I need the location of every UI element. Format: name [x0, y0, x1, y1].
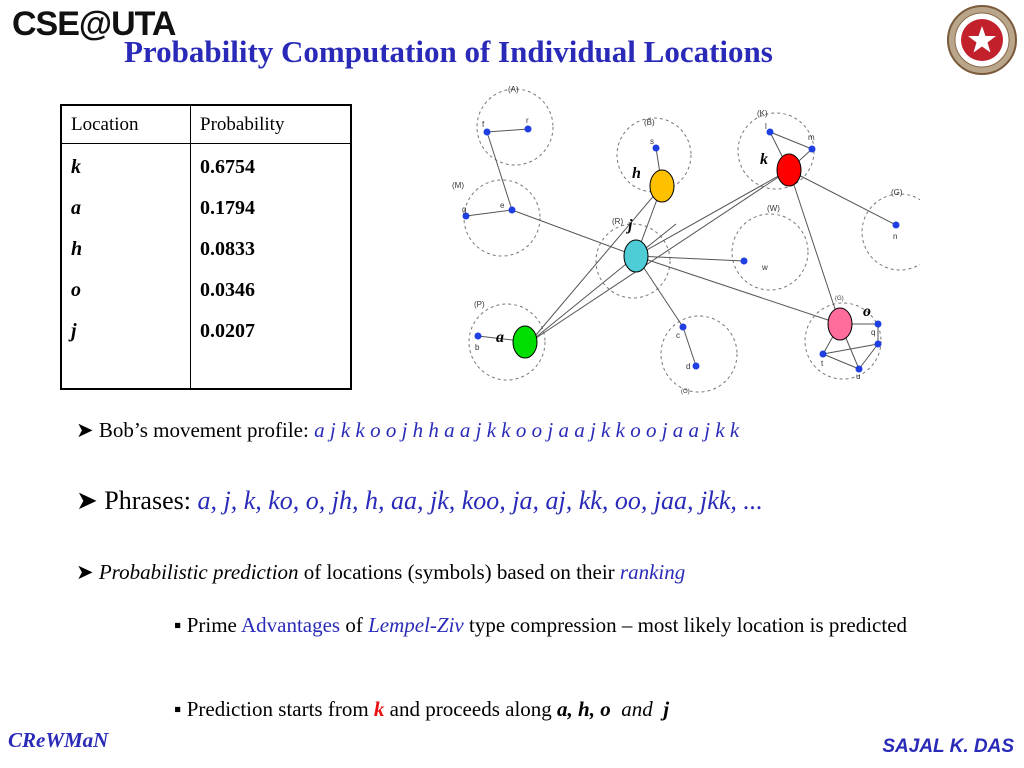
movement-sequence: a j k k o o j h h a a j k k o o j a a j k k o o j a a j k k	[314, 418, 740, 442]
and-word: and	[621, 697, 653, 721]
node-label: s	[650, 137, 654, 146]
probability-cell: 0.0207	[200, 320, 255, 342]
network-node	[509, 207, 516, 214]
movement-profile-label: Bob’s movement profile:	[98, 418, 315, 442]
highlight-label-j: j	[628, 217, 633, 234]
probability-table	[60, 104, 352, 390]
ranking-text: ranking	[619, 560, 686, 584]
cell-boundary	[732, 214, 808, 290]
column-header-probability: Probability	[191, 105, 352, 144]
location-cell: j	[71, 320, 77, 342]
highlight-label-k: k	[760, 151, 768, 168]
node-label: g	[462, 205, 467, 214]
location-cell: k	[71, 156, 81, 178]
cell-label: (M)	[452, 181, 464, 190]
cell-label: (G)	[891, 188, 903, 197]
advantages-text-e: type compression – most likely location is predicted	[463, 613, 908, 637]
phrases-bullet	[76, 486, 763, 516]
probability-column	[191, 144, 352, 390]
node-label: b	[475, 343, 480, 352]
node-label: d	[686, 362, 691, 371]
network-node	[693, 363, 700, 370]
node-j	[624, 240, 648, 272]
advantages-text-a: Prime	[186, 613, 241, 637]
advantages-word: Advantages	[240, 613, 341, 637]
location-column	[61, 144, 191, 390]
cell-label: (K)	[757, 109, 768, 118]
start-location-k: k	[373, 697, 385, 721]
node-label: m	[808, 133, 815, 142]
network-node	[875, 321, 882, 328]
location-cell: h	[71, 238, 83, 260]
slide-title: Probability Computation of Individual Locations	[124, 34, 773, 69]
cell-label: (G)	[835, 296, 844, 302]
university-seal-icon	[946, 4, 1018, 76]
cell-label: (R)	[612, 217, 624, 226]
probability-cell: 0.1794	[200, 197, 255, 219]
node-a	[513, 326, 537, 358]
node-o	[828, 308, 852, 340]
node-h	[650, 170, 674, 202]
cell-boundary	[661, 316, 737, 392]
cell-boundary	[464, 180, 540, 256]
network-node	[820, 351, 827, 358]
network-node	[893, 222, 900, 229]
prediction-start-text: Prediction starts from	[186, 697, 374, 721]
node-label: e	[500, 201, 505, 210]
advantages-subbullet	[174, 610, 954, 641]
node-label: c	[676, 331, 680, 340]
footer-lab-name: CReWMaN	[8, 728, 109, 752]
final-location-j: j	[663, 697, 670, 721]
node-label: q	[871, 328, 876, 337]
probability-cell: 0.6754	[200, 156, 255, 178]
highlight-label-h: h	[632, 165, 641, 182]
column-header-location: Location	[61, 105, 191, 144]
arrow-bullet-icon: ➤	[76, 486, 98, 515]
logo-text: CSE@UTA	[12, 5, 176, 43]
square-bullet-icon: ▪	[174, 697, 182, 721]
cellular-network-diagram	[440, 84, 920, 402]
prediction-emphasis: Probabilistic prediction	[98, 560, 299, 584]
cell-label: (O)	[681, 389, 690, 395]
cell-label: (B)	[644, 118, 655, 127]
cell-label: (W)	[767, 204, 780, 213]
network-node	[484, 129, 491, 136]
footer-author-name: SAJAL K. DAS	[882, 736, 1014, 757]
node-label: t	[821, 359, 824, 368]
probability-cell: 0.0833	[200, 238, 255, 260]
highlight-label-o: o	[863, 303, 871, 320]
node-label: w	[762, 263, 768, 272]
cell-boundary	[477, 89, 553, 165]
phrases-list: a, j, k, ko, o, jh, h, aa, jk, koo, ja, aj, kk, oo, jaa, jkk, ...	[197, 486, 763, 515]
sequence-locations: a, h, o	[557, 697, 611, 721]
network-node	[525, 126, 532, 133]
proceeds-text: and proceeds along	[384, 697, 558, 721]
probability-cell: 0.0346	[200, 279, 255, 301]
prediction-text: of locations (symbols) based on their	[298, 560, 620, 584]
arrow-bullet-icon: ➤	[76, 560, 94, 584]
location-cell: o	[71, 279, 81, 301]
node-label: u	[856, 372, 861, 381]
cell-label: (A)	[508, 85, 519, 94]
arrow-bullet-icon: ➤	[76, 418, 94, 442]
prediction-start-subbullet	[174, 697, 669, 722]
movement-profile-bullet	[76, 418, 739, 443]
network-node	[875, 341, 882, 348]
advantages-text-c: of	[340, 613, 369, 637]
location-cell: a	[71, 197, 81, 219]
square-bullet-icon: ▪	[174, 613, 182, 637]
node-label: n	[893, 232, 898, 241]
node-label: l	[765, 122, 767, 131]
network-node	[767, 129, 774, 136]
cell-label: (P)	[474, 300, 485, 309]
network-node	[475, 333, 482, 340]
network-node	[680, 324, 687, 331]
phrases-label: Phrases:	[104, 486, 198, 515]
node-k	[777, 154, 801, 186]
node-label: r	[526, 116, 529, 125]
node-label: f	[482, 120, 485, 129]
lempel-ziv-text: Lempel-Ziv	[368, 613, 464, 637]
cell-boundary	[862, 194, 920, 270]
network-node	[809, 146, 816, 153]
network-node	[741, 258, 748, 265]
highlight-label-a: a	[496, 329, 504, 346]
prediction-bullet	[76, 560, 685, 585]
